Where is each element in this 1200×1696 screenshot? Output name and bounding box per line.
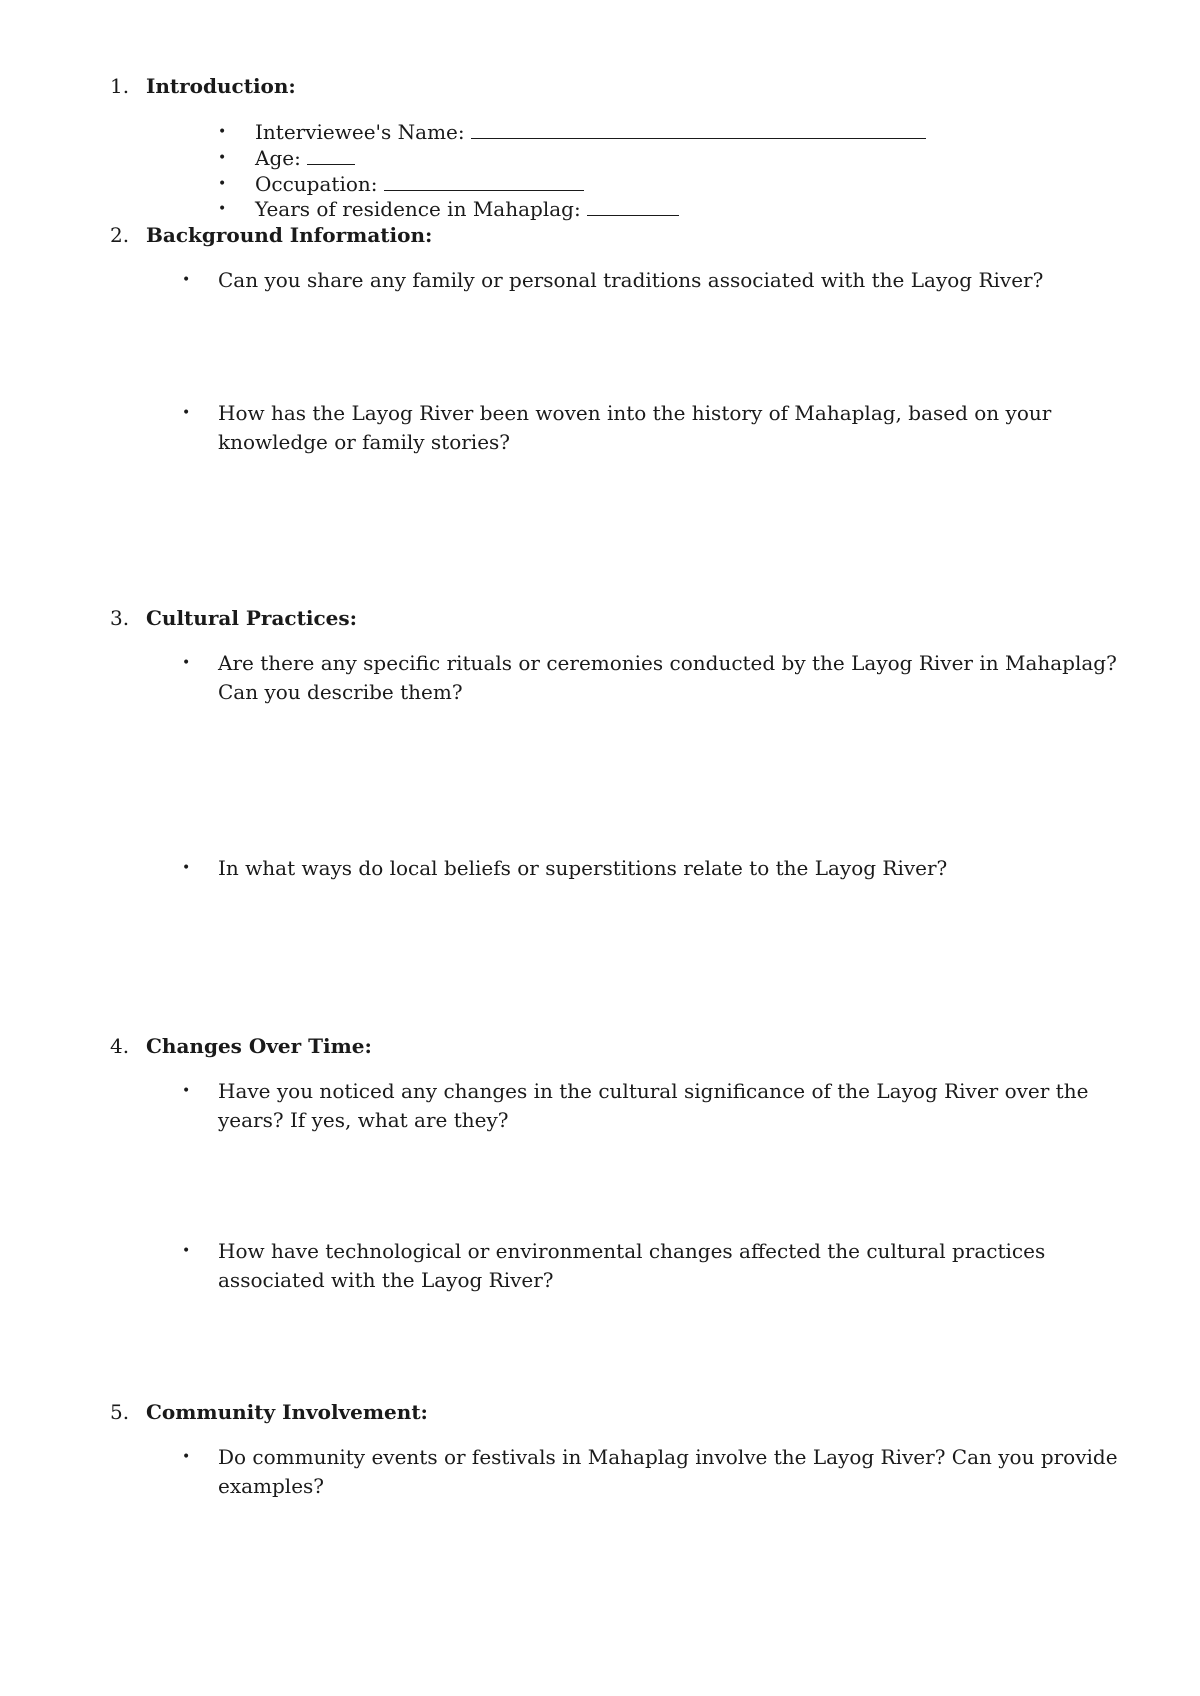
field-label: Years of residence in Mahaplag:	[255, 197, 581, 221]
field-label: Occupation:	[255, 172, 378, 196]
field-label: Age:	[255, 146, 301, 170]
bullet-icon: •	[218, 176, 227, 192]
bullet-icon: •	[182, 1243, 191, 1259]
years-blank-line[interactable]	[587, 195, 679, 216]
section-title: Cultural Practices:	[146, 606, 357, 630]
question-text: Can you share any family or personal traditions associated with the Layog River?	[218, 268, 1044, 292]
bullet-icon: •	[218, 201, 227, 217]
question-text: In what ways do local beliefs or superstitions relate to the Layog River?	[218, 856, 948, 880]
section-number: 1.	[110, 74, 130, 98]
question-text: Are there any specific rituals or ceremonies conducted by the Layog River in Mahaplag? Can you describe them?	[218, 651, 1117, 704]
section-number: 3.	[110, 606, 130, 630]
bullet-icon: •	[182, 860, 191, 876]
question-text: Do community events or festivals in Mahaplag involve the Layog River? Can you provide examples?	[218, 1445, 1118, 1498]
bullet-icon: •	[182, 272, 191, 288]
bullet-icon: •	[218, 150, 227, 166]
question-text: How has the Layog River been woven into the history of Mahaplag, based on your knowledge or family stories?	[218, 401, 1052, 454]
occupation-blank-line[interactable]	[384, 170, 584, 191]
section-number: 5.	[110, 1400, 130, 1424]
age-blank-line[interactable]	[307, 144, 355, 165]
section-number: 2.	[110, 223, 130, 247]
question-text: Have you noticed any changes in the cultural significance of the Layog River over the years? If yes, what are they?	[218, 1079, 1089, 1132]
section-title: Community Involvement:	[146, 1400, 428, 1424]
bullet-icon: •	[182, 655, 191, 671]
section-title: Introduction:	[146, 74, 296, 98]
section-title: Background Information:	[146, 223, 433, 247]
section-title: Changes Over Time:	[146, 1034, 372, 1058]
section-number: 4.	[110, 1034, 130, 1058]
name-blank-line[interactable]	[471, 118, 926, 139]
field-label: Interviewee's Name:	[255, 120, 465, 144]
bullet-icon: •	[182, 1083, 191, 1099]
question-text: How have technological or environmental changes affected the cultural practices associated with the Layog River?	[218, 1239, 1046, 1292]
bullet-icon: •	[182, 405, 191, 421]
bullet-icon: •	[218, 124, 227, 140]
bullet-icon: •	[182, 1449, 191, 1465]
